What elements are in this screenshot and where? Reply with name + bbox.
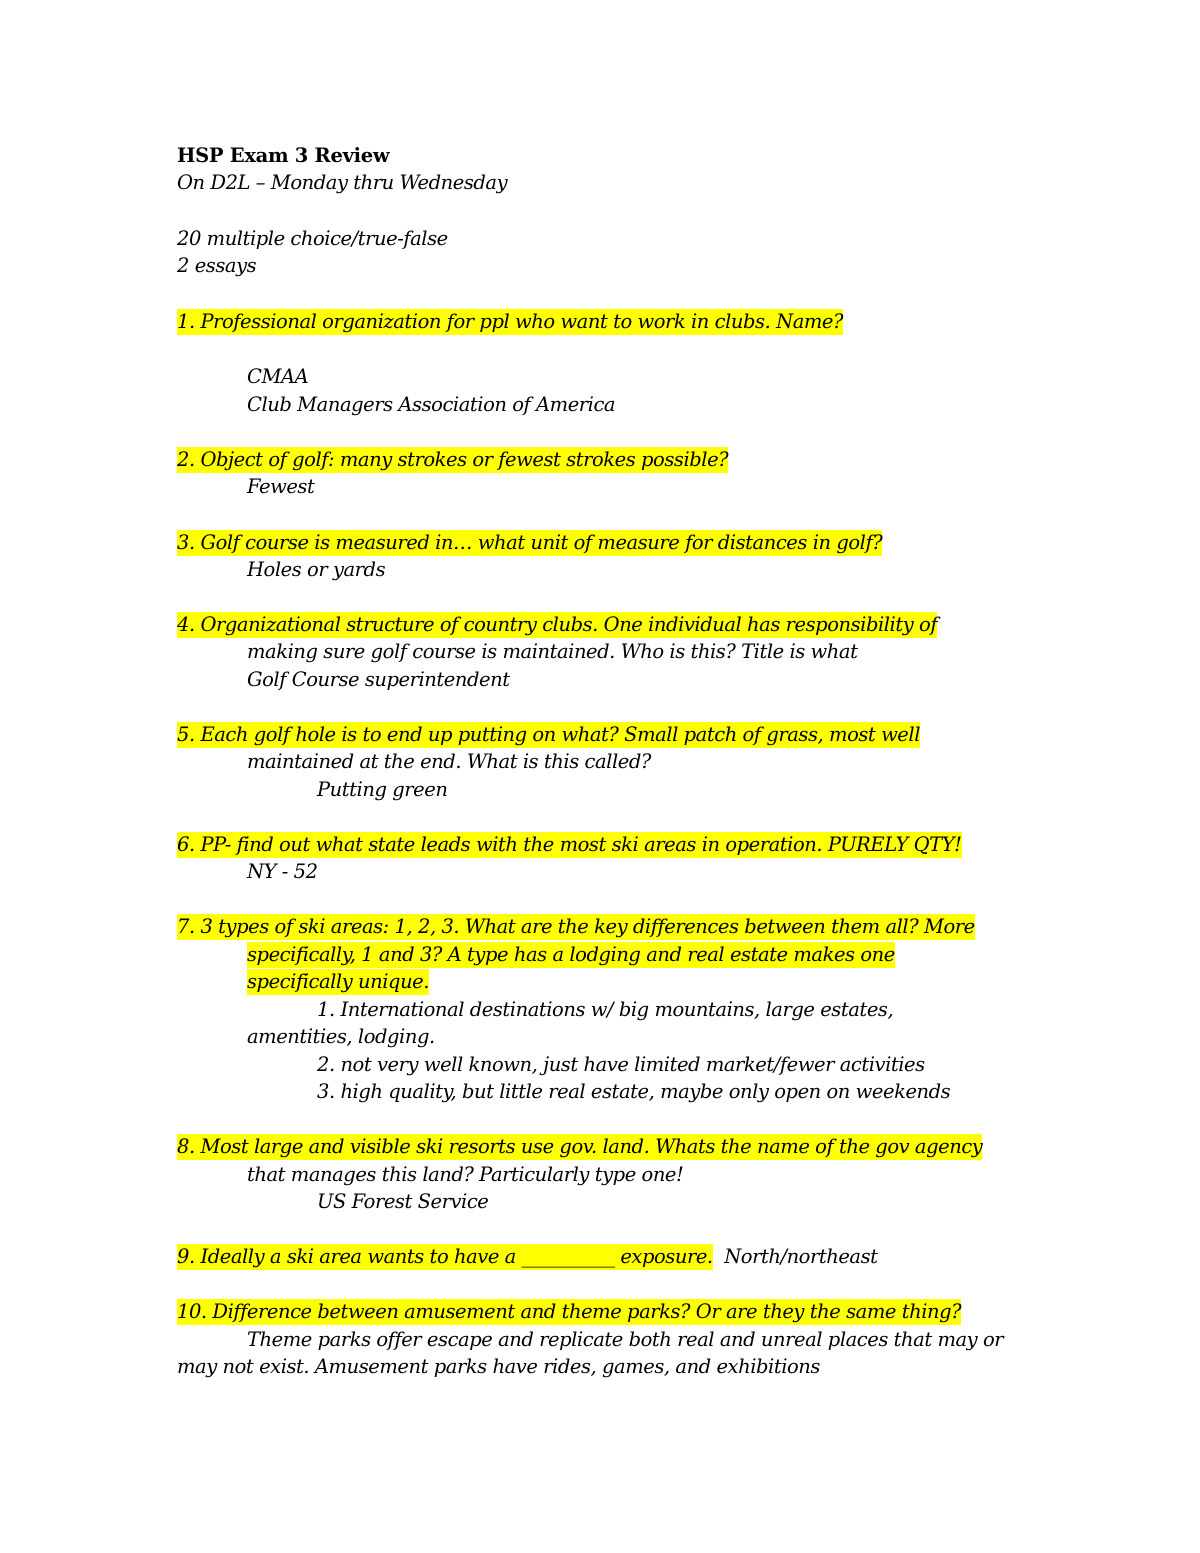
answer-7-line-1: 1. International destinations w/ big mountains, large estates, xyxy=(317,998,894,1021)
answer-7-line-3: 2. not very well known, just have limited market/fewer activities xyxy=(317,1053,925,1076)
answer-7-line-4: 3. high quality, but little real estate, maybe only open on weekends xyxy=(317,1080,951,1103)
question-7-line-3 xyxy=(247,969,429,995)
question-7-text-1: 7. 3 types of ski areas: 1, 2, 3. What are the key differences between them all? More xyxy=(177,915,975,938)
question-7-text-2: specifically, 1 and 3? A type has a lodging and real estate makes one xyxy=(247,943,895,966)
document-title: HSP Exam 3 Review xyxy=(177,144,390,167)
question-5-line-2: maintained at the end. What is this called? xyxy=(247,750,651,773)
question-3 xyxy=(177,530,882,556)
answer-5: Putting green xyxy=(317,778,448,801)
question-8-text-1: 8. Most large and visible ski resorts use gov. land. Whats the name of the gov agency xyxy=(177,1135,983,1158)
answer-1-line-1: CMAA xyxy=(247,365,309,388)
question-6-text: 6. PP- find out what state leads with the most ski areas in operation. PURELY QTY! xyxy=(177,833,962,856)
answer-2: Fewest xyxy=(247,475,315,498)
answer-8: US Forest Service xyxy=(317,1190,489,1213)
question-7-text-3: specifically unique. xyxy=(247,970,430,993)
question-7-line-2 xyxy=(247,942,895,968)
question-8-line-1 xyxy=(177,1134,982,1160)
answer-10-line-1: Theme parks offer escape and replicate both real and unreal places that may or xyxy=(247,1328,1004,1351)
question-9-text: 9. Ideally a ski area wants to have a __________ exposure. xyxy=(177,1245,713,1268)
answer-7-line-2: amentities, lodging. xyxy=(247,1025,435,1048)
answer-9: North/northeast xyxy=(724,1245,878,1268)
question-5-line-1 xyxy=(177,722,920,748)
question-2 xyxy=(177,447,728,473)
question-1-text: 1. Professional organization for ppl who want to work in clubs. Name? xyxy=(177,310,844,333)
exam-format-essays: 2 essays xyxy=(177,254,257,277)
exam-format-multiple-choice: 20 multiple choice/true-false xyxy=(177,227,448,250)
question-4-line-1 xyxy=(177,612,937,638)
question-4-text-1: 4. Organizational structure of country clubs. One individual has responsibility of xyxy=(177,613,938,636)
answer-10-line-2: may not exist. Amusement parks have rides, games, and exhibitions xyxy=(177,1355,820,1378)
exam-schedule: On D2L – Monday thru Wednesday xyxy=(177,171,508,194)
answer-3: Holes or yards xyxy=(247,558,386,581)
question-10-text: 10. Difference between amusement and theme parks? Or are they the same thing? xyxy=(177,1300,962,1323)
answer-1-line-2: Club Managers Association of America xyxy=(247,393,616,416)
question-2-text: 2. Object of golf: many strokes or fewest strokes possible? xyxy=(177,448,729,471)
question-1 xyxy=(177,309,843,335)
question-10 xyxy=(177,1299,961,1325)
question-7-line-1 xyxy=(177,914,975,940)
question-4-line-2: making sure golf course is maintained. Who is this? Title is what xyxy=(247,640,858,663)
question-6 xyxy=(177,832,962,858)
question-3-text: 3. Golf course is measured in… what unit of measure for distances in golf? xyxy=(177,531,883,554)
question-5-text-1: 5. Each golf hole is to end up putting on what? Small patch of grass, most well xyxy=(177,723,920,746)
question-9 xyxy=(177,1244,878,1270)
answer-6: NY - 52 xyxy=(247,860,318,883)
answer-4: Golf Course superintendent xyxy=(247,668,510,691)
question-8-line-2: that manages this land? Particularly type one! xyxy=(247,1163,684,1186)
